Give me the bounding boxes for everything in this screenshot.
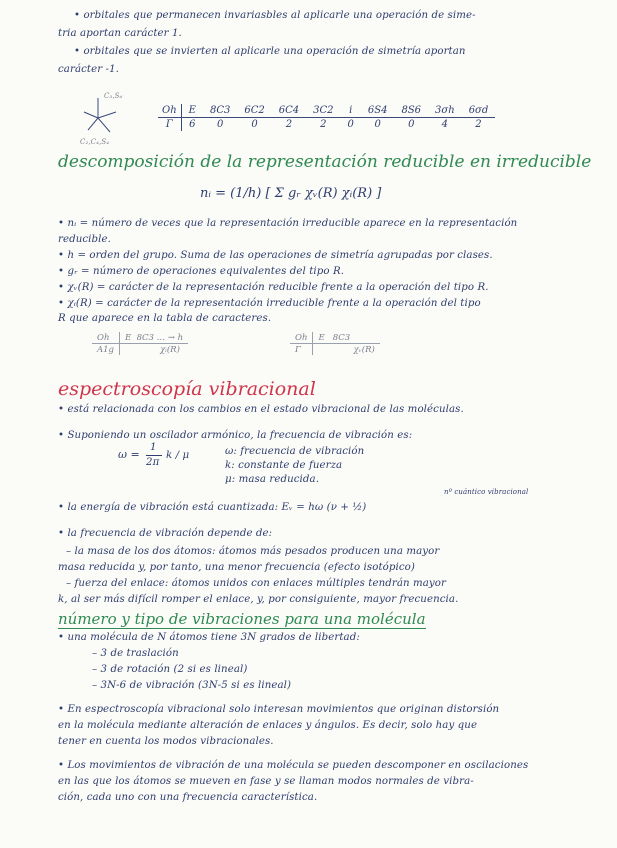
op-header: 3σh <box>428 104 462 118</box>
char-value: 0 <box>347 119 354 130</box>
decomposition-formula: nᵢ = (1/h) [ Σ gᵣ χᵥ(R) χᵢ(R) ] <box>200 186 382 201</box>
vib-line-3: • la frecuencia de vibración depende de: <box>58 528 273 539</box>
mini-row: A1g <box>92 344 120 356</box>
section-title-vibration-count: número y tipo de vibraciones para una molécula <box>58 610 426 628</box>
char-value: 2 <box>285 119 293 130</box>
omega-numerator: 1 <box>150 442 157 453</box>
rep-label: Γ <box>158 118 181 132</box>
section-title-vibrational: espectroscopía vibracional <box>58 378 316 400</box>
count-line-2: – 3 de traslación <box>92 648 179 659</box>
mini-group: Oh <box>290 332 313 344</box>
character-table-header <box>158 104 495 118</box>
mini-group: Oh <box>92 332 120 344</box>
para-2-line-1: • Los movimientos de vibración de una molécula se pueden descomponer en oscilaciones <box>58 760 529 771</box>
def-k: k: constante de fuerza <box>225 460 343 471</box>
mini-note: χᵢ(R) <box>160 344 180 355</box>
intro-line-3: • orbitales que se invierten al aplicarle una operación de simetría aportan <box>74 46 466 57</box>
para-1-line-1: • En espectroscopía vibracional solo interesan movimientos que originan distorsión <box>58 704 500 715</box>
vib-line-4: – la masa de los dos átomos: átomos más pesados producen una mayor <box>66 546 440 557</box>
omega-root: k / μ <box>166 450 190 461</box>
energy-line: • la energía de vibración está cuantizada: Eᵥ = hω (ν + ½) <box>58 502 367 513</box>
bullet-ni-1: • nᵢ = número de veces que la representación irreducible aparece en la representación <box>58 218 518 229</box>
omega-fraction-bar <box>146 455 162 456</box>
bullet-chii-2: R que aparece en la tabla de caracteres. <box>58 313 272 324</box>
mini-row: Γ <box>290 344 313 356</box>
mini-c3: 8C3 <box>136 332 154 343</box>
char-value: 2 <box>320 119 327 130</box>
mini-table-irreducible: Oh E 8C3 … → h A1g χᵢ(R) <box>92 332 188 355</box>
vib-line-5: masa reducida y, por tanto, una menor frecuencia (efecto isotópico) <box>58 562 415 573</box>
group-label: Oh <box>158 104 181 118</box>
section-title-decomposition: descomposición de la representación reducible en irreducible <box>58 152 592 172</box>
char-value: 6 <box>189 119 196 130</box>
intro-line-1: • orbitales que permanecen invariasbles al aplicarle una operación de sime- <box>74 10 476 21</box>
bullet-gr: • gᵣ = número de operaciones equivalentes del tipo R. <box>58 266 345 277</box>
op-header: 6C4 <box>272 104 306 118</box>
op-header: 6S4 <box>361 104 395 118</box>
axis-label-top: C₃,S₆ <box>104 92 123 100</box>
bullet-ni-2: reducible. <box>58 234 111 245</box>
count-line-3: – 3 de rotación (2 si es lineal) <box>92 664 248 675</box>
op-header: 6C2 <box>237 104 271 118</box>
char-value: 0 <box>216 119 224 130</box>
mini-h: → h <box>167 332 184 343</box>
count-line-1: • una molécula de N átomos tiene 3N grados de libertad: <box>58 632 360 643</box>
para-1-line-3: tener en cuenta los modos vibracionales. <box>58 736 274 747</box>
op-header: 3C2 <box>306 104 340 118</box>
intro-line-2: tria aportan carácter 1. <box>58 28 182 39</box>
op-header: 8S6 <box>394 104 428 118</box>
mini-e: E <box>125 332 132 343</box>
para-2-line-3: ción, cada uno con una frecuencia característica. <box>58 792 318 803</box>
op-header: i <box>341 104 361 118</box>
bullet-h: • h = orden del grupo. Suma de las operaciones de simetría agrupadas por clases. <box>58 250 493 261</box>
mini-c3: 8C3 <box>332 332 351 343</box>
def-omega: ω: frecuencia de vibración <box>225 446 365 457</box>
def-mu: μ: masa reducida. <box>225 474 320 485</box>
vib-line-6: – fuerza del enlace: átomos unidos con enlaces múltiples tendrán mayor <box>66 578 446 589</box>
para-1-line-2: en la molécula mediante alteración de enlaces y ángulos. Es decir, solo hay que <box>58 720 478 731</box>
vib-line-1: • está relacionada con los cambios en el estado vibracional de las moléculas. <box>58 404 464 415</box>
quantum-number-note: nº cuántico vibracional <box>444 488 529 496</box>
op-header: 6σd <box>462 104 496 118</box>
mini-note: χᵥ(R) <box>353 344 375 355</box>
char-value: 2 <box>475 119 482 130</box>
mini-e: E <box>318 332 325 343</box>
op-header: E <box>181 104 203 118</box>
bullet-chiv: • χᵥ(R) = carácter de la representación reducible frente a la operación del tipo R. <box>58 282 489 293</box>
vib-line-7: k, al ser más difícil romper el enlace, y, por consiguiente, mayor frecuencia. <box>58 594 459 605</box>
count-line-4: – 3N-6 de vibración (3N-5 si es lineal) <box>92 680 292 691</box>
intro-line-4: carácter -1. <box>58 64 120 75</box>
bullet-chii-1: • χᵢ(R) = carácter de la representación irreducible frente a la operación del tipo <box>58 298 481 309</box>
char-value: 0 <box>408 119 415 130</box>
character-table-row <box>158 118 495 132</box>
op-header: 8C3 <box>203 104 237 118</box>
char-value: 4 <box>441 119 449 130</box>
char-value: 0 <box>251 119 258 130</box>
mini-table-reducible <box>290 332 380 355</box>
omega-lhs: ω = <box>118 448 140 461</box>
character-table <box>158 104 495 131</box>
para-2-line-2: en las que los átomos se mueven en fase y se llaman modos normales de vibra- <box>58 776 474 787</box>
vib-line-2: • Suponiendo un oscilador armónico, la frecuencia de vibración es: <box>58 430 413 441</box>
char-value: 0 <box>374 119 381 130</box>
axis-label-bottom: C₂,C₄,S₄ <box>80 138 110 146</box>
omega-denominator: 2π <box>146 457 160 468</box>
